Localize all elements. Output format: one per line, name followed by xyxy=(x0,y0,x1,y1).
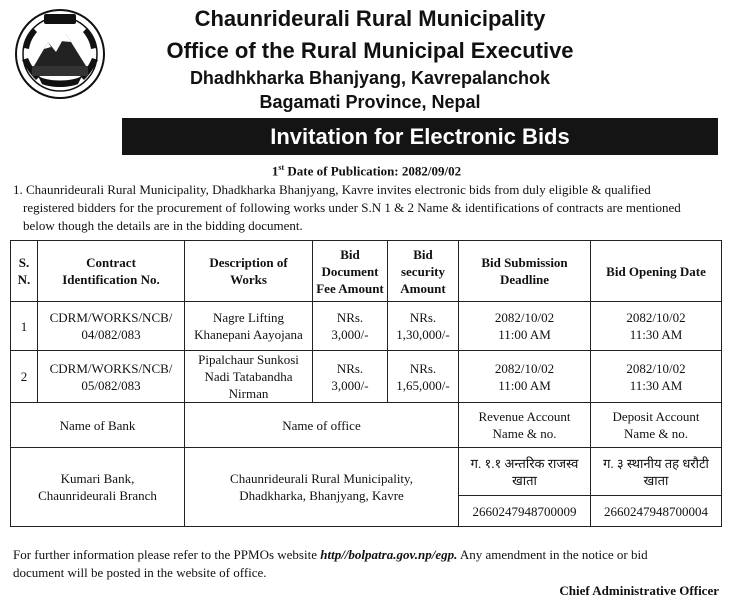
deposit-account-number: 2660247948700004 xyxy=(591,496,722,527)
cell-security: NRs. 1,30,000/- xyxy=(388,302,459,351)
table-row xyxy=(11,302,722,351)
province-country: Bagamati Province, Nepal xyxy=(259,92,481,112)
bank-name-value: Kumari Bank, Chaunrideurali Branch xyxy=(11,448,185,527)
publication-label: Date of Publication: 2082/09/02 xyxy=(287,163,462,179)
footer-line: document will be posted in the website of office. xyxy=(13,565,267,580)
footer-note xyxy=(13,546,721,582)
cell-description: Pipalchaur Sunkosi Nadi Tatabandha Nirman xyxy=(185,351,313,403)
municipality-emblem-logo xyxy=(14,8,106,100)
table-header-row xyxy=(11,241,722,302)
intro-paragraph xyxy=(13,181,721,235)
revenue-account-name: ग. १.१ अन्तरिक राजस्व खाता xyxy=(459,448,591,496)
cell-opening: 2082/10/02 11:30 AM xyxy=(591,351,722,403)
cell-description: Nagre Lifting Khanepani Aayojana xyxy=(185,302,313,351)
cell-sn: 1 xyxy=(11,302,38,351)
header-contract: Contract Identification No. xyxy=(38,241,185,302)
cell-security: NRs. 1,65,000/- xyxy=(388,351,459,403)
cell-fee: NRs. 3,000/- xyxy=(313,351,388,403)
cell-sn: 2 xyxy=(11,351,38,403)
signatory-title: Chief Administrative Officer xyxy=(559,583,719,598)
publication-ordinal: 1 xyxy=(271,163,279,179)
intro-line: below though the details are in the bidding document. xyxy=(23,218,303,233)
revenue-account-label: Revenue Account Name & no. xyxy=(459,403,591,448)
municipality-name: Chaunrideurali Rural Municipality xyxy=(194,6,546,31)
bank-value-row xyxy=(11,448,722,496)
header-security: Bid security Amount xyxy=(388,241,459,302)
office-name: Office of the Rural Municipal Executive xyxy=(166,38,574,63)
notice-title-banner: Invitation for Electronic Bids xyxy=(122,118,718,155)
deposit-account-label: Deposit Account Name & no. xyxy=(591,403,722,448)
name-of-office-label: Name of office xyxy=(185,403,459,448)
intro-line: registered bidders for the procurement of following works under S.N 1 & 2 Name & identifications of contracts are mentioned xyxy=(23,200,681,215)
cell-contract: CDRM/WORKS/NCB/ 05/082/083 xyxy=(38,351,185,403)
cell-fee: NRs. 3,000/- xyxy=(313,302,388,351)
cell-contract: CDRM/WORKS/NCB/ 04/082/083 xyxy=(38,302,185,351)
name-of-bank-label: Name of Bank xyxy=(11,403,185,448)
header-sn: S. N. xyxy=(11,241,38,302)
publication-date xyxy=(0,163,733,179)
ppmo-website-link[interactable]: http//bolpatra.gov.np/egp. xyxy=(320,547,458,562)
bank-header-row xyxy=(11,403,722,448)
office-name-value: Chaunrideurali Rural Municipality, Dhadkharka, Bhanjyang, Kavre xyxy=(185,448,459,527)
publication-ordinal-suffix: st xyxy=(278,163,285,172)
header-opening: Bid Opening Date xyxy=(591,241,722,302)
revenue-account-number: 2660247948700009 xyxy=(459,496,591,527)
deposit-account-name: ग. ३ स्थानीय तह धरौटी खाता xyxy=(591,448,722,496)
footer-line: For further information please refer to the PPMOs website http//bolpatra.gov.np/egp. Any amendment in the notice or bid xyxy=(13,547,648,562)
header-deadline: Bid Submission Deadline xyxy=(459,241,591,302)
office-address: Dhadhkharka Bhanjyang, Kavrepalanchok xyxy=(189,68,551,88)
intro-line: 1. Chaunrideurali Rural Municipality, Dhadkharka Bhanjyang, Kavre invites electronic bids from duly eligible & qualified xyxy=(13,182,651,197)
header-fee: Bid Document Fee Amount xyxy=(313,241,388,302)
cell-deadline: 2082/10/02 11:00 AM xyxy=(459,302,591,351)
cell-opening: 2082/10/02 11:30 AM xyxy=(591,302,722,351)
table-row xyxy=(11,351,722,403)
cell-deadline: 2082/10/02 11:00 AM xyxy=(459,351,591,403)
header-description: Description of Works xyxy=(185,241,313,302)
bid-table xyxy=(10,240,722,527)
